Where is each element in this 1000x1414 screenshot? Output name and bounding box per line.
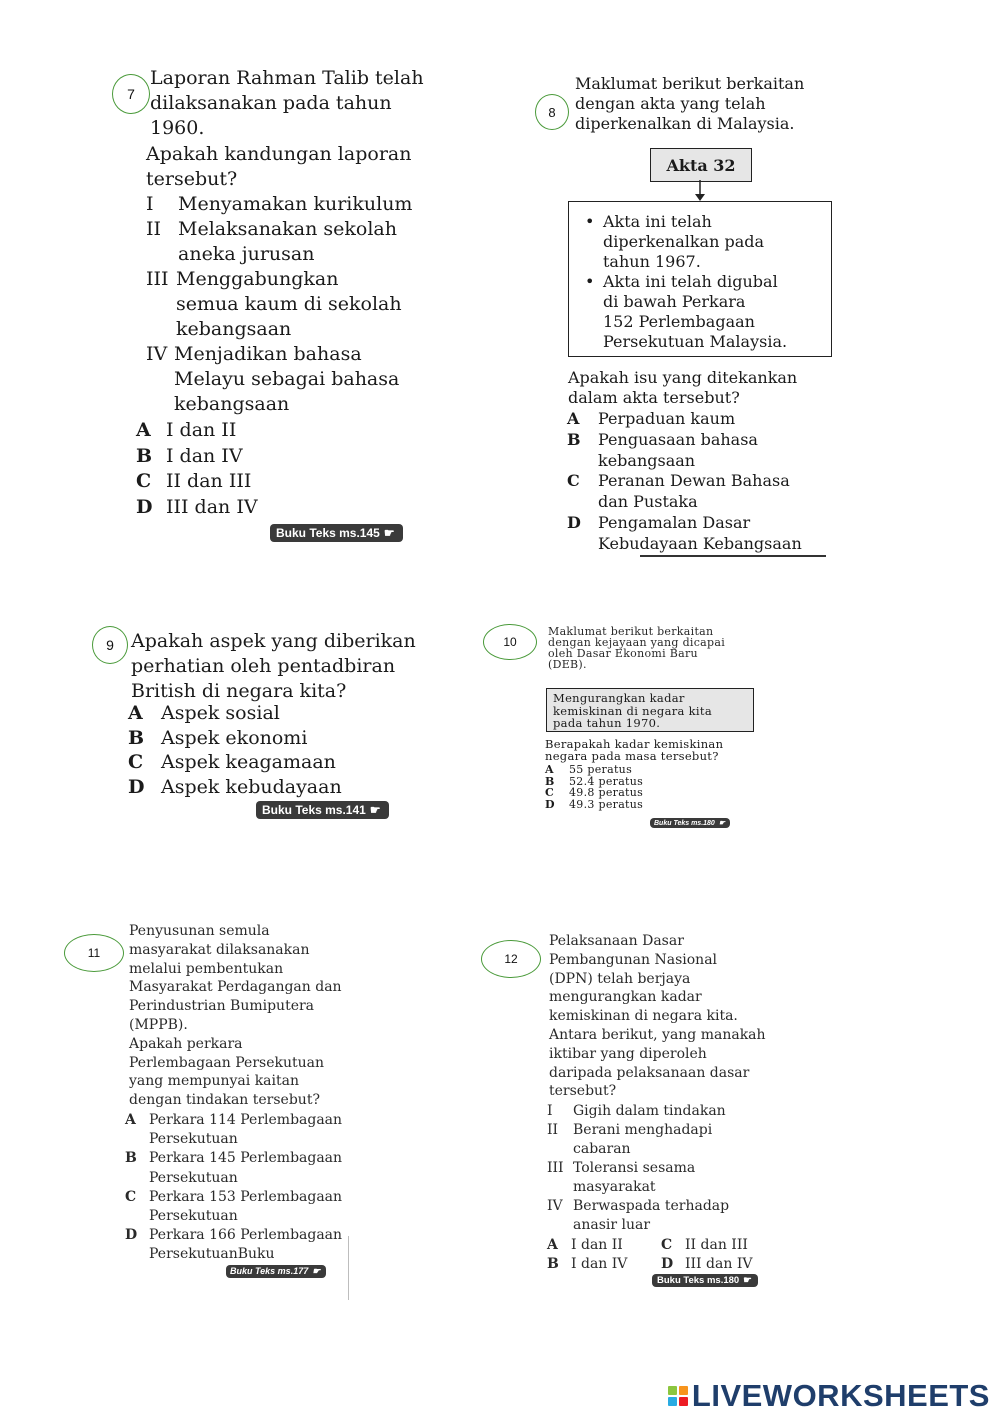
q7-option-d[interactable]: D III dan IV <box>136 495 258 518</box>
q10-option-c[interactable]: C 49.8 peratus <box>545 786 644 799</box>
pointing-hand-icon: ☛ <box>743 1275 752 1286</box>
question-10: Maklumat berikut berkaitan dengan kejayaan yang dicapai oleh Dasar Ekonomi Baru (DEB). <box>548 625 726 671</box>
question-number-10: 10 <box>483 624 537 660</box>
question-number-8: 8 <box>535 94 569 130</box>
q7-option-c[interactable]: C II dan III <box>136 470 252 492</box>
q7-stem-line: dilaksanakan pada tahun <box>150 92 392 114</box>
q7-stem-line: Laporan Rahman Talib telah <box>150 67 424 89</box>
q7-item-3: III Menggabungkan <box>146 268 339 290</box>
q7-item-4-cont: kebangsaan <box>174 393 290 415</box>
question-number-12: 12 <box>481 940 541 978</box>
q12-item-4: IV Berwaspada terhadap <box>547 1198 730 1214</box>
down-arrow-icon <box>692 180 708 202</box>
q10-option-d[interactable]: D 49.3 peratus <box>545 797 644 811</box>
q8-stem-line: diperkenalkan di Malaysia. <box>575 114 795 133</box>
q9-option-d[interactable]: D Aspek kebudayaan <box>128 775 342 798</box>
question-7 <box>150 66 424 141</box>
q8-option-c[interactable]: C Peranan Dewan Bahasa <box>567 471 790 491</box>
q12-options <box>547 1236 752 1274</box>
liveworksheets-wordmark: LIVEWORKSHEETS <box>691 1378 990 1413</box>
q11-option-d[interactable]: D Perkara 166 Perlembagaan <box>125 1227 343 1244</box>
q10-option-a[interactable]: A 55 peratus <box>545 763 633 776</box>
q8-option-b[interactable]: B Penguasaan bahasa <box>567 429 758 449</box>
akta-info-box <box>568 201 832 357</box>
q8-options: A Perpaduan kaum B Penguasaan bahasa kebangsaan C Peranan Dewan Bahasa dan Pustaka D Pengamalan Dasar Kebudayaan Kebangsaan <box>567 409 802 553</box>
q12-item-1: I Gigih dalam tindakan <box>547 1103 726 1119</box>
liveworksheets-logo-icon <box>668 1386 688 1406</box>
q12-option-a[interactable]: A I dan II <box>547 1237 623 1253</box>
q8-option-a[interactable]: A Perpaduan kaum <box>567 409 736 428</box>
question-number-7: 7 <box>112 74 150 114</box>
akta-title-box: Akta 32 <box>650 148 752 182</box>
pointing-hand-icon: ☛ <box>312 1266 321 1276</box>
q11-option-c[interactable]: C Perkara 153 Perlembagaan <box>125 1188 343 1205</box>
q12-textbook-ref: Buku Teks ms.180 ☛ <box>652 1274 758 1287</box>
q9-textbook-ref: Buku Teks ms.141 ☛ <box>256 801 389 819</box>
q12-option-d[interactable]: D III dan IV <box>661 1256 753 1272</box>
q7-stem-line: tersebut? <box>146 168 238 190</box>
q11-option-a[interactable]: A Perkara 114 Perlembagaan <box>125 1112 343 1128</box>
q7-option-a[interactable]: A I dan II <box>136 419 237 441</box>
question-7-body <box>146 142 412 417</box>
q10-textbook-ref: Buku Teks ms.180 ☛ <box>650 818 730 828</box>
question-11: Penyusunan semula masyarakat dilaksanakan melalui pembentukan Masyarakat Perdagangan dan Perindustrian Bumiputera (MPPB). Apakah perkara Perlembagaan Persekutuan yang mempunyai kaitan dengan tindakan tersebut? <box>129 923 342 1109</box>
deb-info-box: Mengurangkan kadar kemiskinan di negara kita pada tahun 1970. <box>546 688 754 732</box>
question-12: Pelaksanaan Dasar Pembangunan Nasional (DPN) telah berjaya mengurangkan kadar kemiskinan di negara kita. Antara berikut, yang manakah iktibar yang diperoleh daripada pelaksanaan dasar tersebut? <box>549 933 766 1100</box>
q7-item-2-cont: aneka jurusan <box>178 243 315 265</box>
q7-option-b[interactable]: B I dan IV <box>136 444 243 467</box>
q10-question: Berapakah kadar kemiskinan negara pada masa tersebut? <box>545 737 724 763</box>
q10-option-b[interactable]: B 52.4 peratus <box>545 774 644 788</box>
q12-item-2: II Berani menghadapi <box>547 1122 713 1138</box>
akta-bullet-1: • Akta ini telah diperkenalkan pada tahun 1967. • Akta ini telah digubal di bawah Perkara 152 Perlembagaan Persekutuan Malaysia. <box>585 212 788 351</box>
q12-item-3: III Toleransi sesama <box>547 1160 696 1176</box>
q8-stem-line: Maklumat berikut berkaitan <box>575 74 805 93</box>
question-9: Apakah aspek yang diberikan perhatian oleh pentadbiran British di negara kita? <box>131 630 416 702</box>
q12-items: I Gigih dalam tindakan II Berani menghadapi cabaran III Toleransi sesama masyarakat IV Berwaspada terhadap anasir luar <box>547 1103 730 1233</box>
pointing-hand-icon: ☛ <box>369 803 381 817</box>
question-8 <box>575 74 804 134</box>
bullet-icon: • <box>585 272 595 291</box>
liveworksheets-logo <box>668 1378 990 1414</box>
question-number-11: 11 <box>64 934 124 972</box>
q9-option-c[interactable]: C Aspek keagamaan <box>128 751 336 773</box>
pointing-hand-icon: ☛ <box>718 820 726 827</box>
bullet-icon: • <box>585 212 595 231</box>
q7-stem-line: 1960. <box>150 117 205 139</box>
q8-stem-line: dengan akta yang telah <box>575 94 766 113</box>
q11-option-b[interactable]: B Perkara 145 Perlembagaan <box>125 1150 343 1167</box>
q9-option-a[interactable]: A Aspek sosial <box>128 702 280 724</box>
q9-option-b[interactable]: B Aspek ekonomi <box>128 726 308 749</box>
q11-textbook-ref: Buku Teks ms.177 ☛ <box>226 1265 326 1278</box>
q7-item-1: I Menyamakan kurikulum <box>146 193 413 215</box>
q11-column-rule <box>348 1236 349 1300</box>
q7-item-3-cont: kebangsaan <box>176 318 292 340</box>
question-number-9: 9 <box>92 626 128 664</box>
q7-item-4: IV Menjadikan bahasa <box>146 343 362 365</box>
q9-options <box>128 701 342 799</box>
q7-item-4-cont: Melayu sebagai bahasa <box>174 368 400 390</box>
pointing-hand-icon: ☛ <box>383 526 395 540</box>
q7-stem-line: Apakah kandungan laporan <box>146 143 412 165</box>
q10-options <box>545 764 643 810</box>
q7-textbook-ref: Buku Teks ms.145 ☛ <box>270 524 403 542</box>
q8-option-d[interactable]: D Pengamalan Dasar <box>567 512 751 532</box>
q7-item-2: II Melaksanakan sekolah <box>146 218 397 240</box>
q7-item-3-cont: semua kaum di sekolah <box>176 293 402 315</box>
q8-bottom-rule <box>640 555 826 557</box>
q12-option-b[interactable]: B I dan IV <box>547 1256 628 1272</box>
q11-options: A Perkara 114 Perlembagaan Persekutuan B Perkara 145 Perlembagaan Persekutuan C Perkara 153 Perlembagaan Persekutuan D Perkara 166 Perlembagaan PersekutuanBuku <box>125 1112 343 1263</box>
q12-option-c[interactable]: C II dan III <box>661 1237 748 1253</box>
q7-options <box>136 418 258 520</box>
q8-question: Apakah isu yang ditekankan dalam akta tersebut? <box>568 368 798 407</box>
